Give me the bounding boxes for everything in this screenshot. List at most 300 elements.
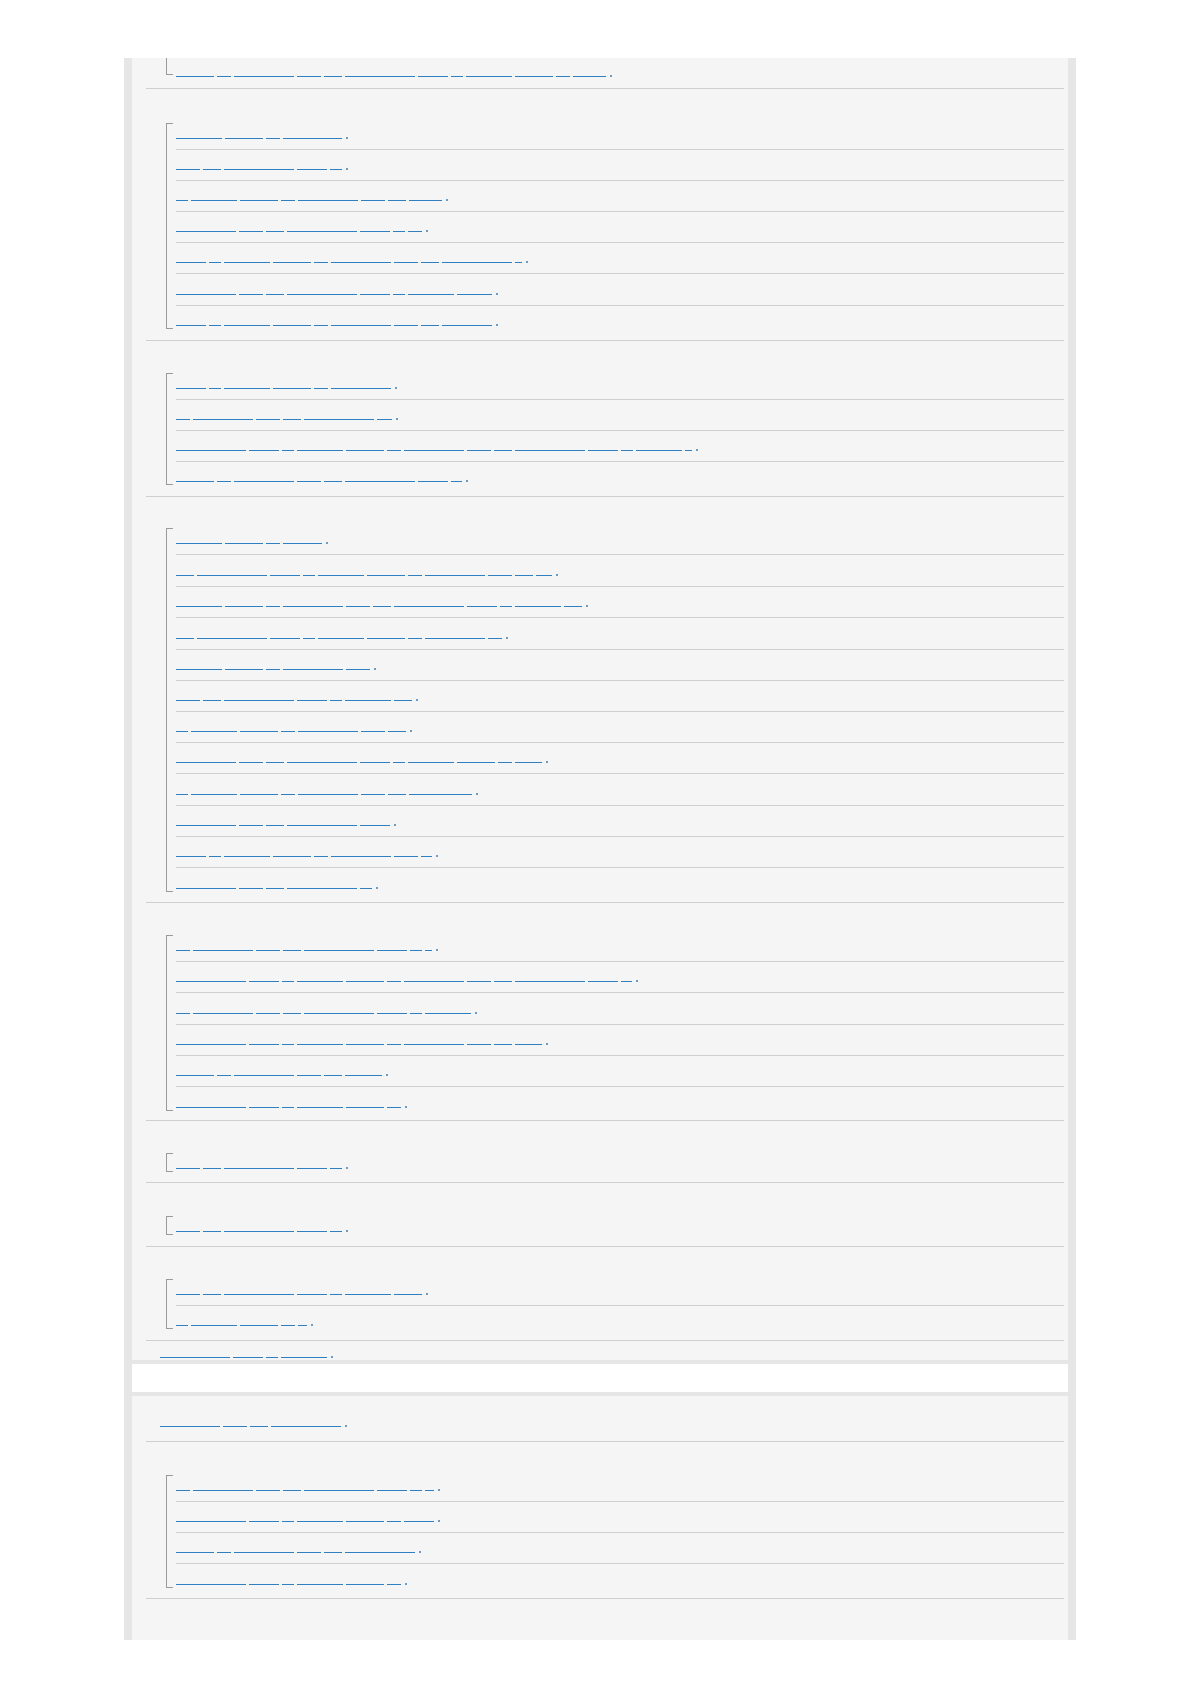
link-text-segment [404, 981, 464, 982]
toc-link[interactable] [176, 230, 426, 232]
link-text-segment [494, 1044, 512, 1045]
link-text-segment [234, 1552, 294, 1553]
link-text-segment [457, 294, 492, 295]
link-text-segment [176, 888, 236, 889]
link-text-segment [287, 888, 357, 889]
link-text-segment [636, 450, 682, 451]
link-text-segment [515, 762, 542, 763]
toc-link[interactable] [176, 137, 346, 139]
divider [176, 305, 1064, 306]
link-end-marker [546, 761, 548, 763]
divider [176, 399, 1064, 400]
link-text-segment [467, 606, 497, 607]
link-text-segment [297, 700, 327, 701]
link-text-segment [377, 419, 392, 420]
link-text-segment [404, 1521, 434, 1522]
divider [146, 496, 1064, 497]
link-text-segment [564, 606, 582, 607]
link-text-segment [176, 950, 190, 951]
link-text-segment [331, 856, 391, 857]
link-text-segment [283, 543, 322, 544]
link-text-segment [249, 1107, 279, 1108]
link-text-segment [266, 762, 284, 763]
link-text-segment [387, 1107, 401, 1108]
toc-link[interactable] [176, 293, 496, 295]
toc-link[interactable] [176, 480, 466, 482]
link-text-segment [273, 325, 311, 326]
link-text-segment [176, 388, 206, 389]
link-text-segment [346, 606, 370, 607]
link-text-segment [298, 794, 358, 795]
link-end-marker [696, 449, 698, 451]
document-page [124, 58, 1076, 1640]
link-text-segment [217, 76, 231, 77]
link-text-segment [191, 200, 237, 201]
toc-link[interactable] [176, 949, 436, 951]
link-text-segment [224, 388, 270, 389]
link-end-marker [394, 824, 396, 826]
link-text-segment [408, 294, 454, 295]
link-text-segment [176, 700, 200, 701]
link-text-segment [345, 1294, 391, 1295]
toc-link[interactable] [176, 574, 556, 576]
link-text-segment [388, 794, 406, 795]
divider [146, 1441, 1064, 1442]
link-text-segment [273, 856, 311, 857]
link-text-segment [367, 575, 405, 576]
link-text-segment [270, 575, 300, 576]
link-text-segment [224, 1231, 294, 1232]
link-text-segment [330, 1294, 342, 1295]
divider [146, 1120, 1064, 1121]
link-text-segment [224, 1168, 294, 1169]
link-text-segment [234, 481, 294, 482]
link-end-marker [331, 1356, 333, 1358]
toc-link[interactable] [176, 761, 546, 763]
link-text-segment [377, 1490, 407, 1491]
link-text-segment [330, 700, 342, 701]
link-text-segment [393, 294, 405, 295]
divider [176, 554, 1064, 555]
link-text-segment [281, 1325, 295, 1326]
toc-link[interactable] [176, 1074, 386, 1076]
link-text-segment [176, 419, 190, 420]
link-text-segment [266, 606, 280, 607]
link-text-segment [283, 606, 343, 607]
link-text-segment [346, 1044, 384, 1045]
link-text-segment [331, 325, 391, 326]
divider [176, 273, 1064, 274]
link-end-marker [506, 637, 508, 639]
link-text-segment [249, 1584, 279, 1585]
divider [146, 88, 1064, 89]
link-text-segment [225, 543, 263, 544]
link-end-marker [586, 605, 588, 607]
link-text-segment [224, 1294, 294, 1295]
link-text-segment [346, 669, 370, 670]
link-text-segment [418, 76, 448, 77]
link-text-segment [297, 1107, 343, 1108]
link-end-marker [446, 199, 448, 201]
link-text-segment [266, 294, 284, 295]
link-text-segment [283, 669, 343, 670]
link-text-segment [283, 419, 301, 420]
toc-link[interactable] [176, 324, 496, 326]
link-text-segment [304, 1013, 374, 1014]
link-text-segment [360, 888, 372, 889]
link-text-segment [387, 1044, 401, 1045]
link-text-segment [515, 1044, 542, 1045]
toc-link[interactable] [176, 1324, 311, 1326]
link-text-segment [324, 481, 342, 482]
link-end-marker [426, 230, 428, 232]
link-text-segment [239, 825, 263, 826]
tree-bracket [166, 1153, 173, 1172]
divider [176, 1563, 1064, 1564]
toc-link[interactable] [176, 1012, 476, 1014]
link-text-segment [176, 1521, 246, 1522]
link-text-segment [387, 981, 401, 982]
divider [176, 649, 1064, 650]
link-text-segment [425, 1490, 434, 1491]
link-text-segment [345, 1552, 415, 1553]
link-text-segment [394, 325, 418, 326]
link-text-segment [176, 138, 222, 139]
link-text-segment [287, 294, 357, 295]
divider [176, 586, 1064, 587]
link-text-segment [324, 1552, 342, 1553]
toc-link[interactable] [176, 1489, 438, 1491]
link-text-segment [287, 825, 357, 826]
link-text-segment [176, 1231, 200, 1232]
link-text-segment [404, 1044, 464, 1045]
link-text-segment [488, 575, 512, 576]
toc-link[interactable] [176, 1583, 408, 1585]
toc-link[interactable] [176, 449, 696, 451]
link-text-segment [410, 1013, 422, 1014]
link-end-marker [386, 1074, 388, 1076]
link-end-marker [326, 542, 328, 544]
divider [176, 742, 1064, 743]
link-text-segment [176, 543, 222, 544]
link-text-segment [176, 169, 200, 170]
tree-bracket [166, 1475, 173, 1588]
link-text-segment [515, 981, 585, 982]
divider [146, 1340, 1064, 1341]
toc-link[interactable] [176, 1167, 351, 1169]
link-text-segment [176, 669, 222, 670]
toc-link[interactable] [176, 199, 446, 201]
link-text-segment [314, 388, 328, 389]
link-text-segment [346, 981, 384, 982]
toc-link[interactable] [176, 793, 476, 795]
link-text-segment [266, 138, 280, 139]
link-text-segment [249, 1521, 279, 1522]
divider [146, 1182, 1064, 1183]
link-end-marker [438, 1489, 440, 1491]
link-text-segment [176, 1552, 214, 1553]
link-text-segment [442, 325, 492, 326]
toc-link[interactable] [160, 1356, 336, 1358]
link-text-segment [176, 1107, 246, 1108]
divider [146, 340, 1064, 341]
toc-link[interactable] [176, 542, 326, 544]
link-text-segment [224, 169, 294, 170]
link-text-segment [451, 481, 462, 482]
link-text-segment [176, 231, 236, 232]
link-end-marker [419, 1551, 421, 1553]
link-text-segment [203, 1168, 221, 1169]
divider [176, 1305, 1064, 1306]
link-text-segment [176, 825, 236, 826]
link-text-segment [345, 76, 415, 77]
link-text-segment [176, 262, 206, 263]
link-text-segment [282, 1521, 294, 1522]
link-text-segment [393, 762, 405, 763]
link-end-marker [395, 387, 397, 389]
toc-link[interactable] [176, 887, 376, 889]
link-text-segment [588, 981, 618, 982]
toc-link[interactable] [176, 730, 416, 732]
divider [176, 149, 1064, 150]
link-text-segment [409, 200, 442, 201]
link-text-segment [297, 1294, 327, 1295]
link-text-segment [176, 325, 206, 326]
link-text-segment [176, 1584, 246, 1585]
link-text-segment [324, 76, 342, 77]
link-text-segment [324, 1075, 342, 1076]
link-text-segment [287, 762, 357, 763]
link-text-segment [536, 575, 552, 576]
link-text-segment [318, 638, 364, 639]
link-text-segment [394, 700, 412, 701]
link-text-segment [176, 638, 194, 639]
link-text-segment [394, 262, 418, 263]
link-text-segment [176, 606, 222, 607]
link-text-segment [442, 262, 512, 263]
link-text-segment [256, 950, 280, 951]
link-text-segment [467, 981, 491, 982]
link-text-segment [377, 950, 407, 951]
toc-link[interactable] [176, 168, 346, 170]
link-text-segment [314, 262, 328, 263]
link-text-segment [193, 1490, 253, 1491]
divider [146, 902, 1064, 903]
divider [146, 1598, 1064, 1599]
link-text-segment [297, 1075, 321, 1076]
link-text-segment [225, 669, 263, 670]
link-text-segment [409, 794, 472, 795]
link-text-segment [193, 419, 253, 420]
link-end-marker [346, 1167, 348, 1169]
link-text-segment [408, 762, 454, 763]
link-text-segment [304, 1490, 374, 1491]
link-text-segment [394, 606, 464, 607]
link-text-segment [256, 419, 280, 420]
toc-link[interactable] [176, 668, 376, 670]
link-text-segment [467, 1044, 491, 1045]
link-text-segment [176, 762, 236, 763]
link-text-segment [297, 1231, 327, 1232]
link-text-segment [209, 388, 221, 389]
divider [176, 805, 1064, 806]
link-text-segment [240, 731, 278, 732]
toc-panel-lower [132, 1396, 1068, 1640]
link-text-segment [266, 888, 284, 889]
link-text-segment [387, 450, 401, 451]
link-text-segment [297, 450, 343, 451]
link-text-segment [203, 700, 221, 701]
toc-link[interactable] [176, 418, 396, 420]
link-text-segment [408, 575, 422, 576]
link-end-marker [438, 1520, 440, 1522]
link-text-segment [283, 1490, 301, 1491]
toc-link[interactable] [176, 1551, 424, 1553]
divider [176, 680, 1064, 681]
link-text-segment [240, 794, 278, 795]
divider [176, 836, 1064, 837]
link-text-segment [176, 1168, 200, 1169]
toc-link[interactable] [176, 1043, 546, 1045]
link-text-segment [573, 76, 606, 77]
toc-link[interactable] [176, 855, 436, 857]
toc-link[interactable] [160, 1425, 354, 1427]
divider [176, 242, 1064, 243]
link-text-segment [283, 138, 342, 139]
link-text-segment [304, 950, 374, 951]
link-text-segment [197, 638, 267, 639]
link-end-marker [311, 1324, 313, 1326]
link-text-segment [283, 1013, 301, 1014]
link-text-segment [394, 856, 418, 857]
link-text-segment [373, 606, 391, 607]
toc-link[interactable] [176, 1520, 438, 1522]
link-text-segment [176, 794, 188, 795]
link-text-segment [421, 856, 432, 857]
link-text-segment [297, 481, 321, 482]
toc-link[interactable] [176, 261, 526, 263]
link-text-segment [176, 1490, 190, 1491]
tree-bracket [166, 935, 173, 1111]
link-text-segment [176, 856, 206, 857]
link-text-segment [330, 169, 342, 170]
toc-link[interactable] [176, 637, 506, 639]
toc-link[interactable] [176, 387, 396, 389]
link-end-marker [426, 1293, 428, 1295]
toc-link[interactable] [176, 1293, 426, 1295]
divider [176, 211, 1064, 212]
link-text-segment [176, 450, 246, 451]
link-end-marker [416, 699, 418, 701]
tree-bracket [166, 1279, 173, 1329]
link-text-segment [314, 856, 328, 857]
toc-link[interactable] [176, 1230, 346, 1232]
toc-link[interactable] [176, 75, 610, 77]
link-text-segment [297, 1521, 343, 1522]
link-text-segment [331, 388, 391, 389]
toc-panel-upper [132, 58, 1068, 1360]
link-text-segment [160, 1357, 230, 1358]
link-text-segment [203, 169, 221, 170]
tree-bracket [166, 1216, 173, 1235]
link-text-segment [203, 1294, 221, 1295]
link-text-segment [176, 76, 214, 77]
link-text-segment [421, 325, 439, 326]
link-text-segment [410, 1490, 422, 1491]
link-text-segment [404, 450, 464, 451]
link-text-segment [176, 200, 188, 201]
link-end-marker [526, 261, 528, 263]
link-text-segment [273, 388, 311, 389]
link-text-segment [685, 450, 692, 451]
link-text-segment [345, 481, 415, 482]
link-text-segment [345, 1075, 382, 1076]
link-text-segment [515, 575, 533, 576]
link-text-segment [193, 950, 253, 951]
link-text-segment [451, 76, 463, 77]
link-text-segment [217, 1075, 231, 1076]
link-text-segment [249, 450, 279, 451]
link-text-segment [515, 76, 553, 77]
link-text-segment [361, 794, 385, 795]
link-text-segment [271, 1426, 341, 1427]
link-text-segment [515, 606, 561, 607]
link-text-segment [360, 231, 390, 232]
link-text-segment [223, 1426, 247, 1427]
link-end-marker [346, 137, 348, 139]
link-text-segment [282, 981, 294, 982]
link-text-segment [330, 1231, 342, 1232]
toc-link[interactable] [176, 699, 416, 701]
tree-bracket [166, 58, 173, 75]
link-text-segment [494, 981, 512, 982]
link-end-marker [636, 980, 638, 982]
link-text-segment [234, 76, 294, 77]
link-end-marker [436, 855, 438, 857]
link-text-segment [249, 981, 279, 982]
link-text-segment [239, 762, 263, 763]
link-end-marker [475, 1012, 477, 1014]
link-text-segment [266, 1357, 278, 1358]
link-text-segment [394, 1294, 422, 1295]
link-end-marker [546, 1043, 548, 1045]
link-text-segment [388, 731, 406, 732]
toc-link[interactable] [176, 824, 396, 826]
link-text-segment [273, 262, 311, 263]
toc-link[interactable] [176, 605, 586, 607]
link-text-segment [297, 76, 321, 77]
link-text-segment [387, 1584, 401, 1585]
divider [176, 773, 1064, 774]
link-text-segment [367, 638, 405, 639]
toc-link[interactable] [176, 1106, 406, 1108]
link-end-marker [610, 75, 612, 77]
link-text-segment [281, 731, 295, 732]
divider [176, 430, 1064, 431]
link-text-segment [224, 325, 270, 326]
link-end-marker [496, 324, 498, 326]
link-text-segment [193, 1013, 253, 1014]
link-text-segment [298, 200, 358, 201]
link-text-segment [239, 231, 263, 232]
link-text-segment [191, 1325, 237, 1326]
link-text-segment [377, 1013, 407, 1014]
toc-link[interactable] [176, 980, 636, 982]
link-text-segment [297, 1168, 327, 1169]
link-text-segment [233, 1357, 263, 1358]
divider [176, 1024, 1064, 1025]
link-end-marker [405, 1106, 407, 1108]
